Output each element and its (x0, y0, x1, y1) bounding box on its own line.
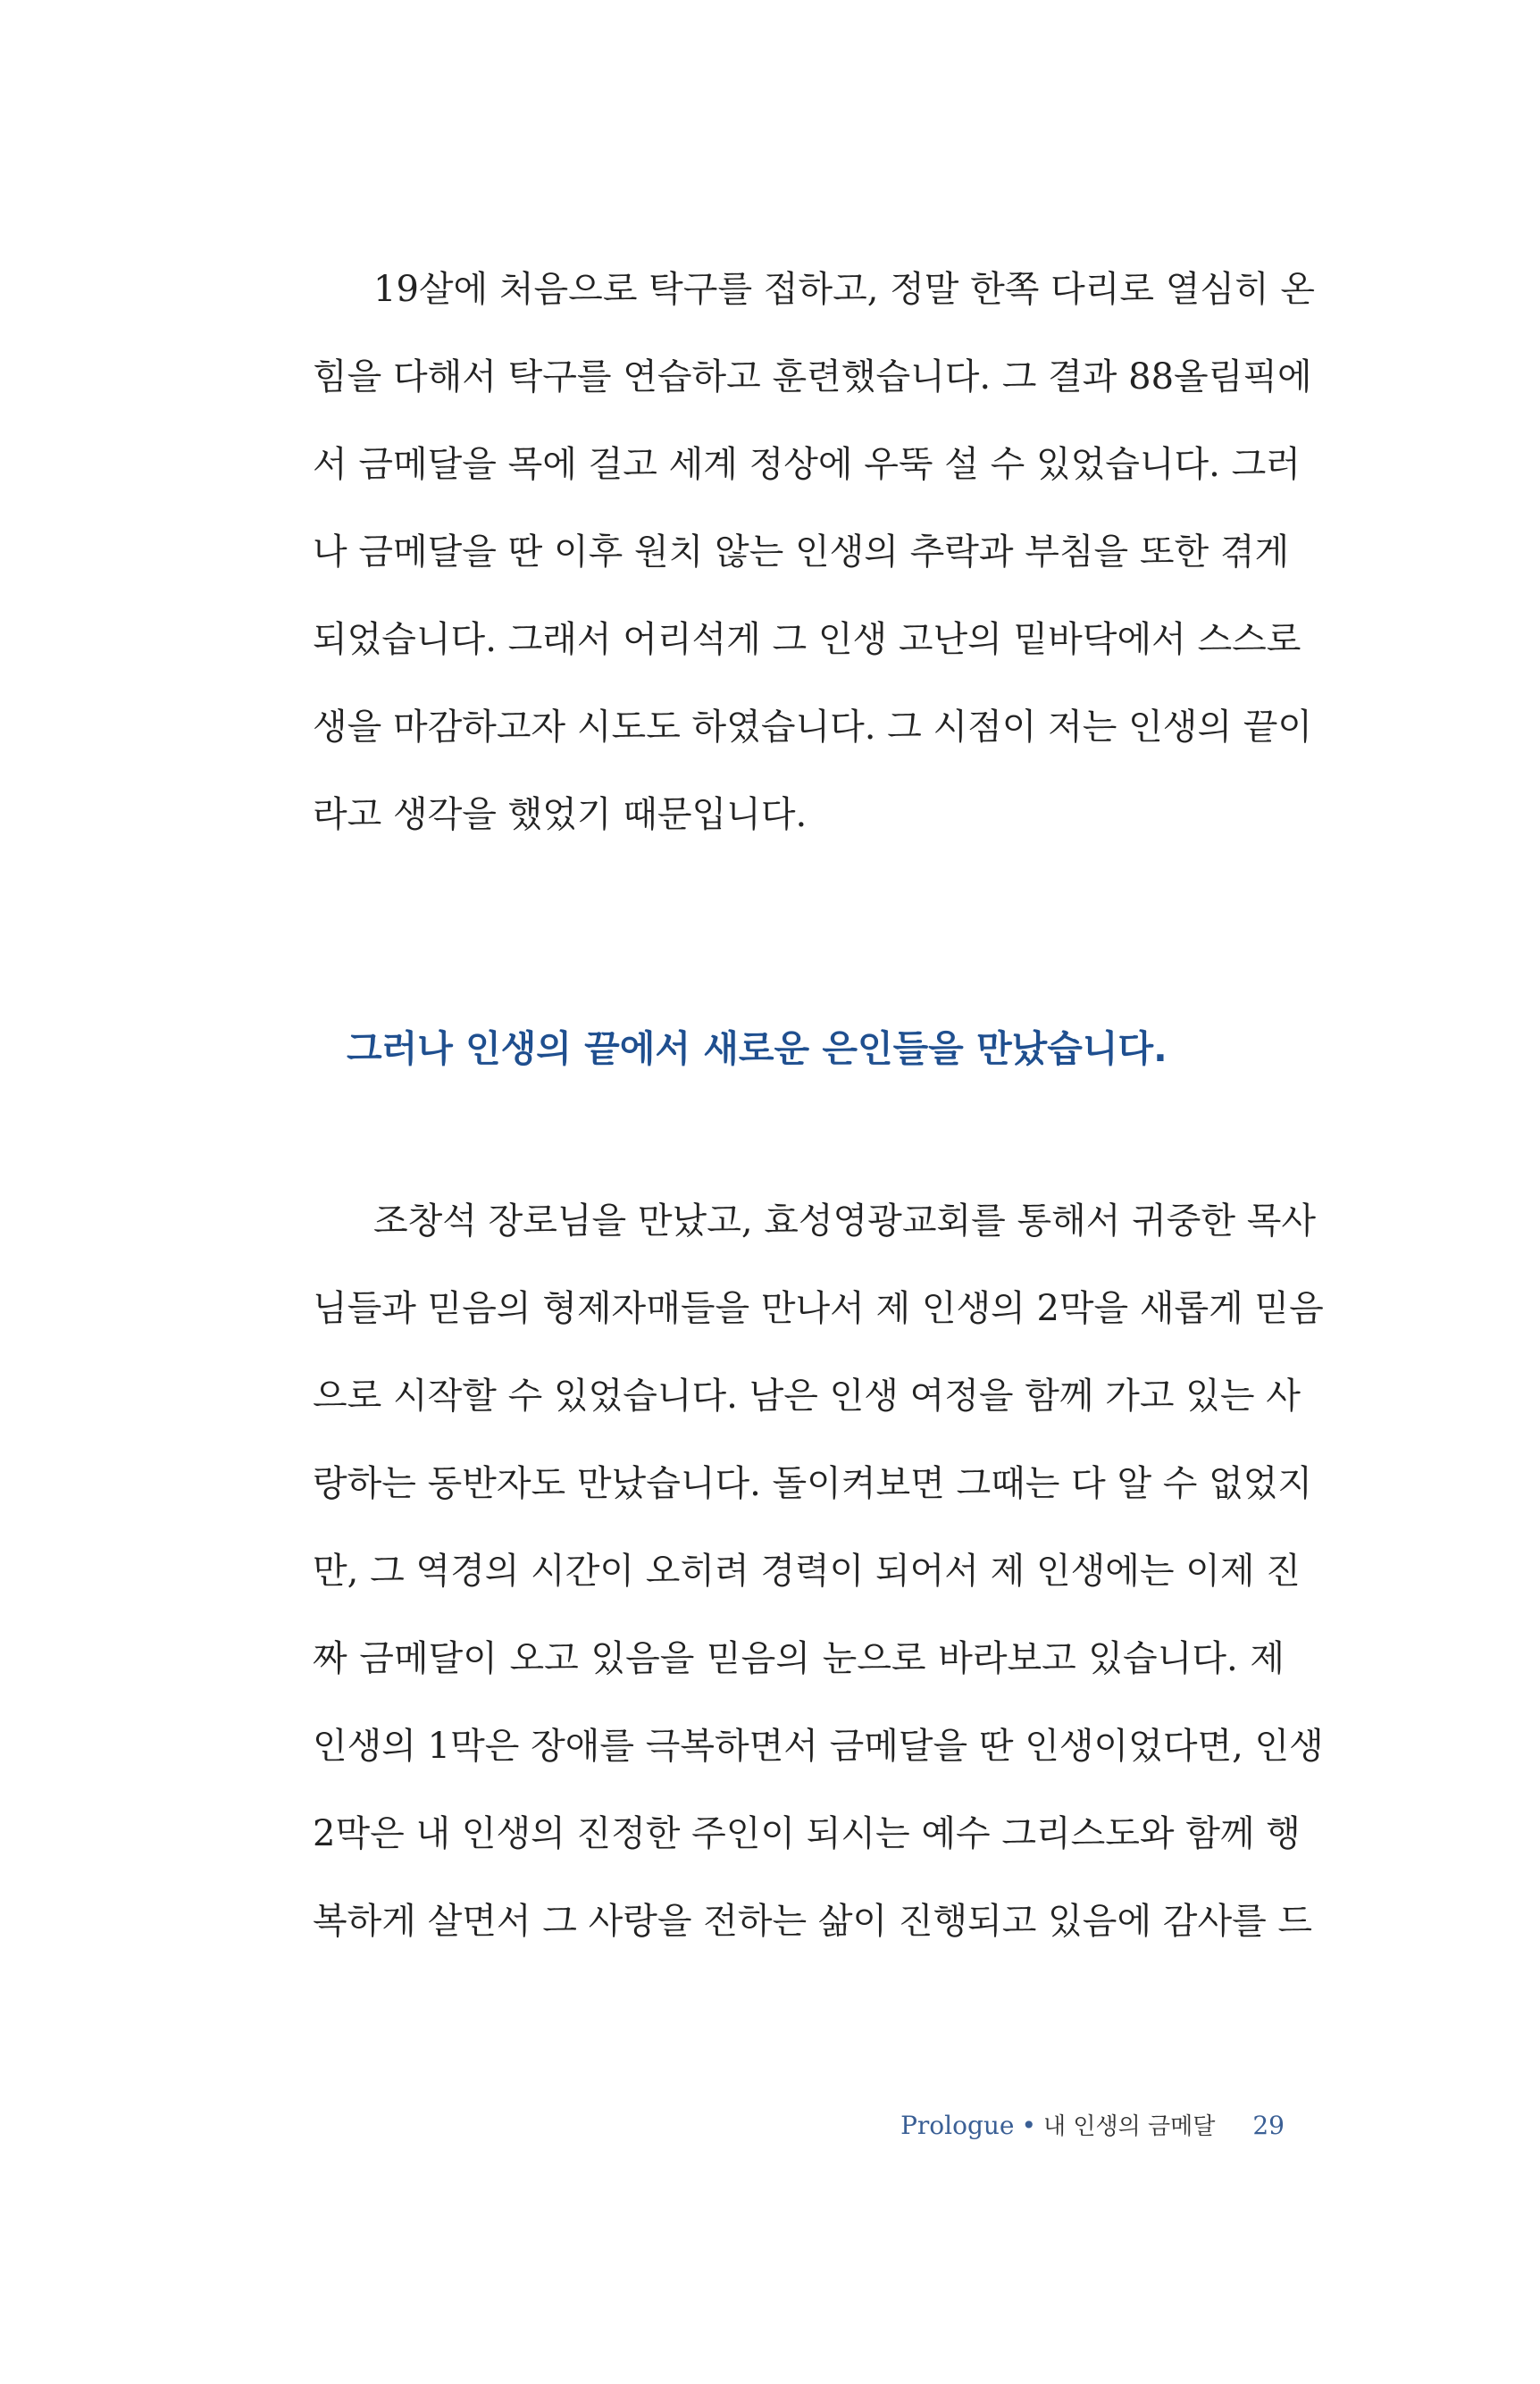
section-heading: 그러나 인생의 끝에서 새로운 은인들을 만났습니다. (347, 1027, 1168, 1070)
paragraph-line: 나 금메달을 딴 이후 원치 않는 인생의 추락과 부침을 또한 겪게 (313, 531, 1290, 573)
paragraph-2 (313, 1200, 1324, 1991)
paragraph-line: 서 금메달을 목에 걸고 세계 정상에 우뚝 설 수 있었습니다. 그러 (313, 444, 1301, 485)
footer-chapter-title: 내 인생의 금메달 (1043, 2113, 1216, 2140)
page-number: 29 (1252, 2111, 1285, 2140)
paragraph-line: 으로 시작할 수 있었습니다. 남은 인생 여정을 함께 가고 있는 사 (313, 1376, 1301, 1417)
paragraph-line: 힘을 다해서 탁구를 연습하고 훈련했습니다. 그 결과 88올림픽에 (313, 356, 1312, 397)
paragraph-line: 라고 생각을 했었기 때문입니다. (313, 794, 808, 835)
paragraph-line: 생을 마감하고자 시도도 하였습니다. 그 시점이 저는 인생의 끝이 (313, 707, 1313, 748)
paragraph-line: 만, 그 역경의 시간이 오히려 경력이 되어서 제 인생에는 이제 진 (313, 1551, 1301, 1592)
running-footer (884, 2108, 1285, 2144)
paragraph-line: 랑하는 동반자도 만났습니다. 돌이켜보면 그때는 다 알 수 없었지 (313, 1463, 1313, 1504)
paragraph-line: 님들과 믿음의 형제자매들을 만나서 제 인생의 2막을 새롭게 믿음 (313, 1288, 1324, 1329)
paragraph-line: 19살에 처음으로 탁구를 접하고, 정말 한쪽 다리로 열심히 온 (373, 269, 1316, 310)
paragraph-line: 짜 금메달이 오고 있음을 믿음의 눈으로 바라보고 있습니다. 제 (313, 1638, 1285, 1679)
paragraph-line: 되었습니다. 그래서 어리석게 그 인생 고난의 밑바닥에서 스스로 (313, 619, 1301, 660)
paragraph-1 (313, 269, 1316, 884)
paragraph-line: 조창석 장로님을 만났고, 효성영광교회를 통해서 귀중한 목사 (373, 1200, 1317, 1242)
paragraph-line: 인생의 1막은 장애를 극복하면서 금메달을 딴 인생이었다면, 인생 (313, 1726, 1324, 1767)
paragraph-line: 2막은 내 인생의 진정한 주인이 되시는 예수 그리스도와 함께 행 (313, 1813, 1301, 1854)
paragraph-line: 복하게 살면서 그 사랑을 전하는 삶이 진행되고 있음에 감사를 드 (313, 1901, 1313, 1942)
footer-section-title: Prologue (900, 2111, 1015, 2140)
footer-bullet: • (1021, 2111, 1037, 2140)
